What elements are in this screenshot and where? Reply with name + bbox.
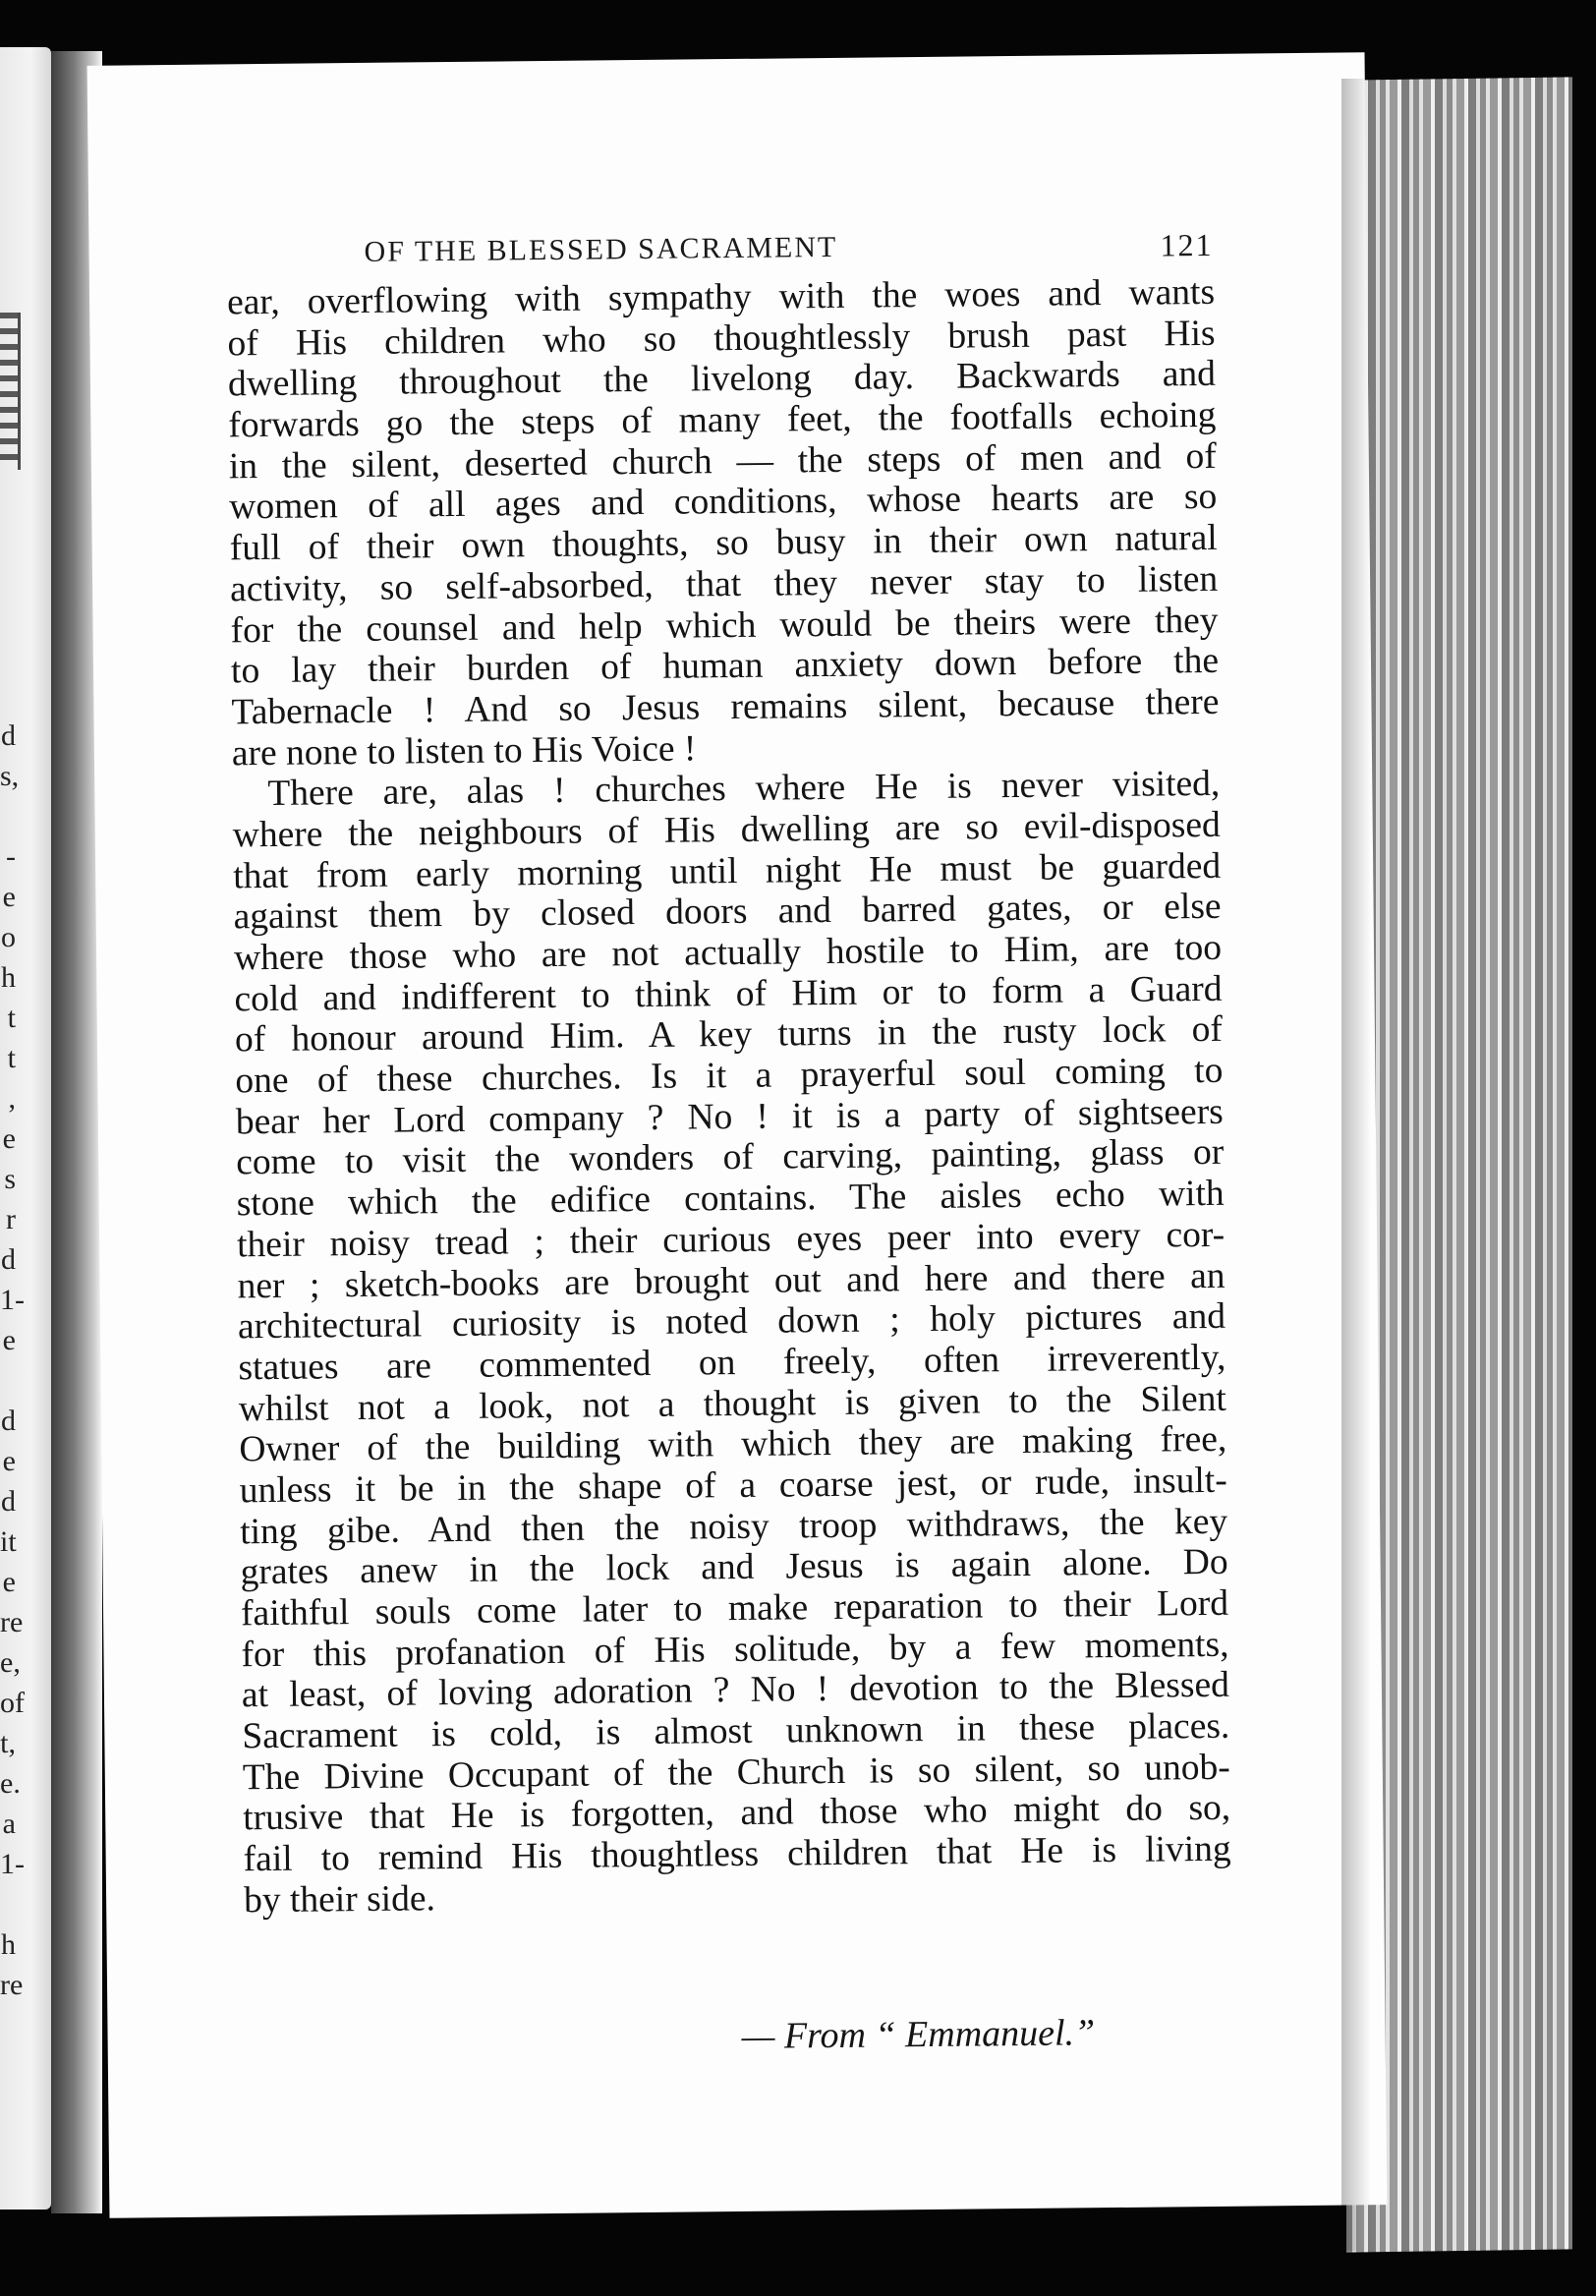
page-edge-shadow: [1341, 79, 1371, 2251]
text-line: ear, overflowing with sympathy with the woes and wants: [226, 271, 1216, 323]
left-page-fragment: [0, 1360, 16, 1401]
text-line: where the neighbours of His dwelling are so evil-disposed: [232, 804, 1221, 856]
left-page-fragment: s,: [0, 760, 20, 792]
left-page-fragment: e: [2, 1122, 16, 1155]
text-line: at least, of loving adoration ? No ! devotion to the Blessed: [241, 1665, 1230, 1716]
text-line: in the silent, deserted church — the steps of men and of: [228, 435, 1218, 488]
left-page-fragment: t,: [0, 1727, 16, 1759]
left-page-fragment: ,: [8, 1082, 16, 1115]
text-line: one of these churches. Is it a prayerful soul coming to: [235, 1050, 1224, 1102]
left-page-fragment: e: [2, 1324, 16, 1356]
text-line: forwards go the steps of many feet, the footfalls echoing: [228, 394, 1217, 446]
text-line: are none to listen to His Voice !: [231, 727, 697, 774]
text-line: for the counsel and help which would be theirs were they: [230, 600, 1219, 651]
text-line: ting gibe. And then the noisy troop withdraws, the key: [239, 1501, 1228, 1552]
left-page-fragment: e: [2, 1566, 16, 1598]
left-page-fragment: e: [2, 1445, 16, 1477]
left-page-fragment: [0, 1884, 16, 1924]
running-head: OF THE BLESSED SACRAMENT: [364, 230, 838, 268]
left-page-fragment: r: [6, 1203, 16, 1235]
text-line: whilst not a look, not a thought is given to the Silent: [238, 1378, 1227, 1429]
body-text: [227, 272, 1231, 1922]
text-line: women of all ages and conditions, whose hearts are so: [229, 477, 1218, 528]
left-page-fragment: s: [4, 1163, 16, 1195]
left-page-fragment: -: [6, 840, 16, 873]
left-page-fragment: d: [1, 719, 16, 752]
text-line: Owner of the building with which they are making free,: [239, 1419, 1227, 1470]
left-page-fragment: it: [0, 1525, 17, 1558]
text-line: that from early morning until night He must be guarded: [232, 845, 1222, 896]
text-line: statues are commented on freely, often irreverently,: [238, 1337, 1226, 1389]
left-page-fragment: of: [0, 1687, 25, 1719]
left-page-text-fragments: [0, 716, 25, 2005]
text-line: stone which the edifice contains. The aisles echo with: [236, 1173, 1225, 1225]
text-line: where those who are not actually hostile to Him, are too: [233, 927, 1223, 979]
text-line: activity, so self-absorbed, that they never stay to listen: [229, 558, 1219, 610]
text-line: Tabernacle ! And so Jesus remains silent, because there: [231, 681, 1220, 733]
text-line: grates anew in the lock and Jesus is again alone. Do: [240, 1542, 1228, 1593]
text-line: come to visit the wonders of carving, painting, glass or: [236, 1132, 1225, 1183]
left-page-fragment: d: [1, 1405, 16, 1437]
text-line: to lay their burden of human anxiety down before the: [230, 641, 1220, 692]
left-page-fragment: t: [7, 1002, 16, 1034]
left-page-fragment: e.: [0, 1767, 21, 1800]
left-page-fragment: [0, 796, 16, 836]
decorative-border-ornament: [0, 313, 21, 470]
text-line: against them by closed doors and barred gates, or else: [233, 887, 1222, 938]
text-line: for this profanation of His solitude, by a few moments,: [241, 1624, 1229, 1675]
text-line: by their side.: [243, 1878, 436, 1922]
adjacent-left-page: [0, 47, 51, 2210]
left-page-fragment: re: [0, 1969, 24, 2001]
text-line: unless it be in the shape of a coarse jest, or rude, insult-: [239, 1460, 1227, 1512]
left-page-fragment: 1-: [0, 1284, 25, 1316]
text-line: their noisy tread ; their curious eyes peer into every cor-: [236, 1214, 1226, 1266]
text-line: of His children who so thoughtlessly brush past His: [227, 313, 1216, 365]
attribution: — From “ Emmanuel.”: [741, 2012, 1096, 2058]
left-page-fragment: t: [7, 1042, 16, 1074]
text-line: There are, alas ! churches where He is never visited,: [267, 764, 1221, 815]
left-page-fragment: a: [2, 1808, 16, 1840]
left-page-fragment: h: [1, 961, 16, 994]
left-page-fragment: o: [1, 921, 16, 953]
left-page-fragment: 1-: [0, 1848, 25, 1880]
left-page-fragment: e: [2, 881, 16, 913]
page-number: 121: [1160, 226, 1214, 263]
text-line: The Divine Occupant of the Church is so silent, so unob-: [242, 1747, 1230, 1799]
text-line: ner ; sketch-books are brought out and here and there an: [237, 1255, 1226, 1306]
text-line: Sacrament is cold, is almost unknown in these places.: [242, 1705, 1230, 1757]
text-line: full of their own thoughts, so busy in their own natural: [229, 517, 1218, 569]
left-page-fragment: h: [1, 1928, 16, 1961]
text-line: bear her Lord company ? No ! it is a party of sightseers: [235, 1091, 1224, 1143]
text-line: trusive that He is forgotten, and those who might do so,: [243, 1788, 1231, 1839]
text-line: faithful souls come later to make reparation to their Lord: [240, 1582, 1229, 1635]
text-line: dwelling throughout the livelong day. Backwards and: [227, 354, 1217, 405]
text-line: fail to remind His thoughtless children that He is living: [243, 1828, 1231, 1880]
text-line: cold and indifferent to think of Him or to form a Guard: [234, 968, 1223, 1020]
book-page: [87, 52, 1388, 2217]
left-page-fragment: e,: [0, 1646, 21, 1679]
text-line: of honour around Him. A key turns in the rusty lock of: [234, 1009, 1224, 1061]
left-page-fragment: d: [1, 1243, 16, 1276]
text-line: architectural curiosity is noted down ; holy pictures and: [237, 1295, 1226, 1348]
left-page-fragment: d: [1, 1485, 16, 1518]
left-page-fragment: re: [0, 1606, 24, 1638]
